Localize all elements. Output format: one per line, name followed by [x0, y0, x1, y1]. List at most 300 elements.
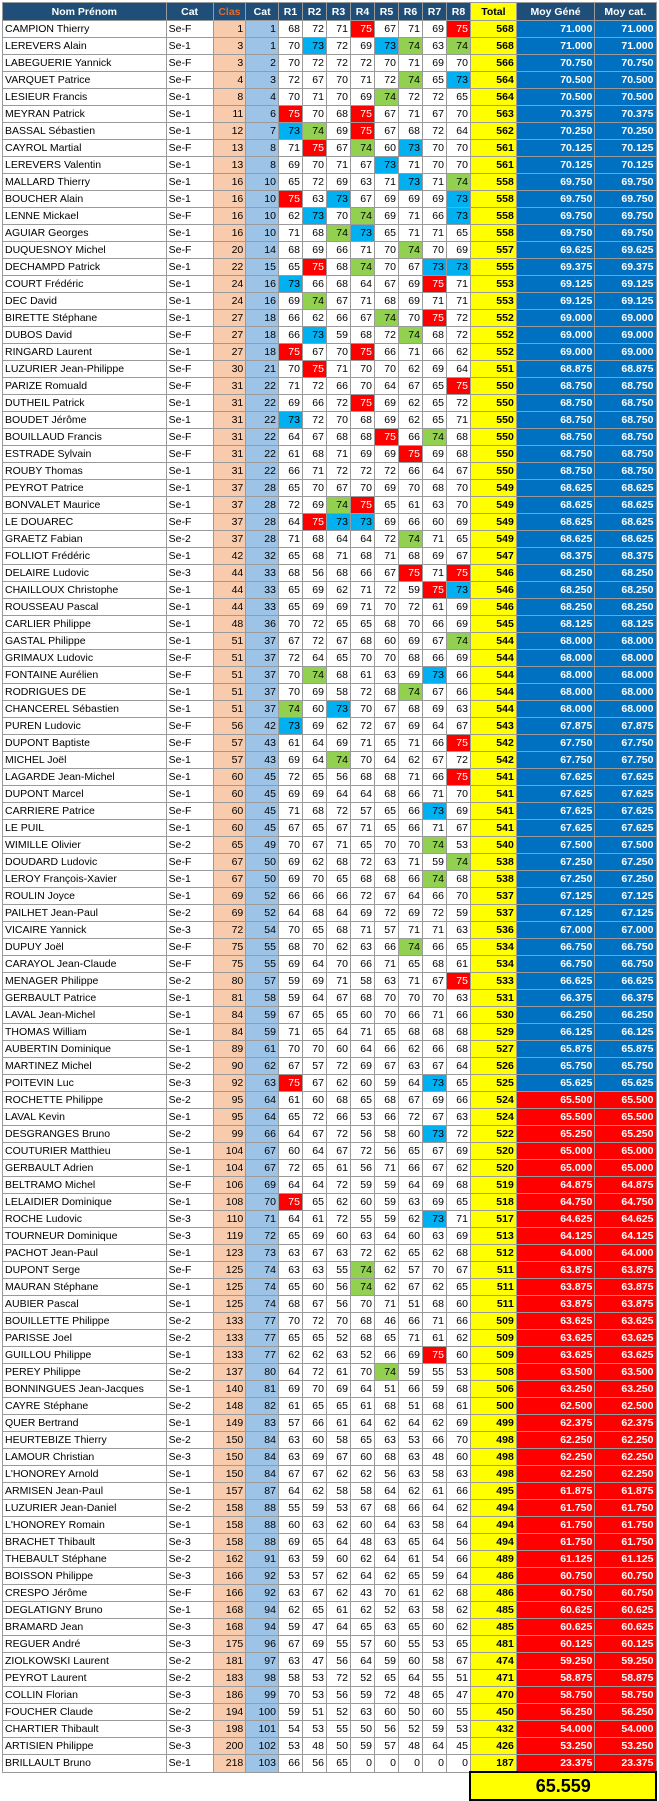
cell-r6: 66	[398, 1500, 422, 1517]
cell-cat-rank: 61	[246, 1041, 279, 1058]
cell-name: CRESPO Jérôme	[3, 1585, 167, 1602]
cell-r3: 72	[326, 463, 350, 480]
table-row[interactable]	[3, 1704, 657, 1721]
cell-r7: 66	[422, 208, 446, 225]
cell-total: 553	[470, 293, 516, 310]
col-header-r2[interactable]: R2	[302, 3, 326, 21]
cell-name: HEURTEBIZE Thierry	[3, 1432, 167, 1449]
cell-r1: 67	[278, 1636, 302, 1653]
cell-r1: 66	[278, 310, 302, 327]
table-row[interactable]	[3, 599, 657, 616]
table-row[interactable]	[3, 548, 657, 565]
col-header-r4[interactable]: R4	[350, 3, 374, 21]
cell-cat: Se-1	[166, 259, 213, 276]
col-header-r7[interactable]: R7	[422, 3, 446, 21]
table-row[interactable]	[3, 174, 657, 191]
cell-clas: 69	[213, 888, 246, 905]
overall-row	[3, 1772, 657, 1800]
cell-moy-gene: 65.500	[516, 1109, 595, 1126]
cell-r1: 64	[278, 514, 302, 531]
cell-cat: Se-1	[166, 1143, 213, 1160]
cell-r3: 65	[326, 650, 350, 667]
cell-r4: 50	[350, 1721, 374, 1738]
cell-total: 471	[470, 1670, 516, 1687]
table-row[interactable]	[3, 565, 657, 582]
cell-r4: 74	[350, 1279, 374, 1296]
cell-moy-gene: 62.375	[516, 1415, 595, 1432]
table-row[interactable]	[3, 429, 657, 446]
table-row[interactable]	[3, 1755, 657, 1773]
table-row[interactable]	[3, 1126, 657, 1143]
cell-moy-cat: 68.875	[595, 361, 656, 378]
table-row[interactable]	[3, 1551, 657, 1568]
cell-total: 527	[470, 1041, 516, 1058]
table-row[interactable]	[3, 55, 657, 72]
cell-r3: 73	[326, 701, 350, 718]
cell-moy-cat: 60.750	[595, 1568, 656, 1585]
cell-moy-cat: 70.750	[595, 55, 656, 72]
table-row[interactable]	[3, 361, 657, 378]
col-header-r5[interactable]: R5	[374, 3, 398, 21]
cell-r4: 60	[350, 1517, 374, 1534]
cell-moy-cat: 70.250	[595, 123, 656, 140]
cell-clas: 48	[213, 616, 246, 633]
cell-cat-rank: 97	[246, 1653, 279, 1670]
cell-cat: Se-F	[166, 854, 213, 871]
cell-moy-gene: 67.750	[516, 735, 595, 752]
table-row[interactable]	[3, 1483, 657, 1500]
cell-r8: 63	[446, 922, 470, 939]
cell-moy-gene: 68.000	[516, 650, 595, 667]
cell-r2: 53	[302, 1670, 326, 1687]
table-row[interactable]	[3, 123, 657, 140]
cell-r3: 65	[326, 871, 350, 888]
cell-r3: 64	[326, 905, 350, 922]
cell-r2: 70	[302, 1381, 326, 1398]
col-header-name[interactable]: Nom Prénom	[3, 3, 167, 21]
cell-total: 551	[470, 361, 516, 378]
cell-r1: 63	[278, 1653, 302, 1670]
cell-cat: Se-1	[166, 990, 213, 1007]
col-header-r3[interactable]: R3	[326, 3, 350, 21]
cell-r2: 69	[302, 1449, 326, 1466]
cell-r2: 69	[302, 497, 326, 514]
cell-r7: 58	[422, 1653, 446, 1670]
cell-r3: 67	[326, 990, 350, 1007]
cell-r7: 64	[422, 1500, 446, 1517]
cell-clas: 75	[213, 956, 246, 973]
cell-r6: 73	[398, 174, 422, 191]
cell-r7: 71	[422, 565, 446, 582]
table-row[interactable]	[3, 922, 657, 939]
cell-name: AUBERTIN Dominique	[3, 1041, 167, 1058]
col-header-r1[interactable]: R1	[278, 3, 302, 21]
cell-r8: 69	[446, 616, 470, 633]
cell-r3: 58	[326, 1432, 350, 1449]
cell-cat: Se-1	[166, 599, 213, 616]
cell-moy-gene: 68.625	[516, 497, 595, 514]
cell-r3: 52	[326, 1330, 350, 1347]
cell-moy-cat: 54.000	[595, 1721, 656, 1738]
cell-r4: 66	[350, 956, 374, 973]
cell-moy-cat: 67.500	[595, 837, 656, 854]
cell-r3: 61	[326, 1415, 350, 1432]
table-row[interactable]	[3, 344, 657, 361]
table-row[interactable]	[3, 242, 657, 259]
cell-moy-gene: 68.750	[516, 429, 595, 446]
table-row[interactable]	[3, 905, 657, 922]
table-row[interactable]	[3, 973, 657, 990]
cell-r8: 68	[446, 429, 470, 446]
cell-name: ROCHETTE Philippe	[3, 1092, 167, 1109]
cell-r1: 75	[278, 1194, 302, 1211]
cell-r3: 62	[326, 582, 350, 599]
table-row[interactable]	[3, 191, 657, 208]
table-row[interactable]	[3, 1007, 657, 1024]
cell-r7: 70	[422, 242, 446, 259]
cell-moy-cat: 62.250	[595, 1432, 656, 1449]
table-row[interactable]	[3, 1347, 657, 1364]
table-row[interactable]	[3, 446, 657, 463]
cell-r1: 69	[278, 293, 302, 310]
table-row[interactable]	[3, 395, 657, 412]
cell-r3: 69	[326, 599, 350, 616]
cell-clas: 13	[213, 157, 246, 174]
cell-r3: 56	[326, 1687, 350, 1704]
table-row[interactable]	[3, 1415, 657, 1432]
col-header-moy-gene[interactable]: Moy Géné	[516, 3, 595, 21]
cell-r4: 61	[350, 1398, 374, 1415]
table-row[interactable]	[3, 106, 657, 123]
table-row[interactable]	[3, 1517, 657, 1534]
cell-moy-cat: 66.250	[595, 1007, 656, 1024]
table-row[interactable]	[3, 463, 657, 480]
table-row[interactable]	[3, 310, 657, 327]
cell-r5: 64	[374, 752, 398, 769]
cell-r4: 70	[350, 1296, 374, 1313]
cell-moy-cat: 66.750	[595, 939, 656, 956]
table-row[interactable]	[3, 412, 657, 429]
cell-r8: 72	[446, 752, 470, 769]
table-row[interactable]	[3, 650, 657, 667]
cell-clas: 44	[213, 565, 246, 582]
table-row[interactable]	[3, 1381, 657, 1398]
cell-name: ARTISIEN Philippe	[3, 1738, 167, 1755]
cell-r6: 66	[398, 463, 422, 480]
cell-r3: 60	[326, 1551, 350, 1568]
table-row[interactable]	[3, 701, 657, 718]
cell-moy-cat: 69.125	[595, 293, 656, 310]
table-row[interactable]	[3, 1279, 657, 1296]
cell-r5: 59	[374, 1653, 398, 1670]
cell-r1: 61	[278, 735, 302, 752]
table-row[interactable]	[3, 157, 657, 174]
cell-total: 533	[470, 973, 516, 990]
table-row[interactable]	[3, 820, 657, 837]
cell-moy-cat: 63.625	[595, 1313, 656, 1330]
table-row[interactable]	[3, 1211, 657, 1228]
cell-clas: 95	[213, 1092, 246, 1109]
cell-name: CARRIERE Patrice	[3, 803, 167, 820]
table-row[interactable]	[3, 1568, 657, 1585]
table-row[interactable]	[3, 769, 657, 786]
cell-moy-cat: 68.000	[595, 701, 656, 718]
col-header-cat-rank[interactable]: Cat	[246, 3, 279, 21]
table-row[interactable]	[3, 1602, 657, 1619]
cell-cat-rank: 84	[246, 1432, 279, 1449]
table-row[interactable]	[3, 259, 657, 276]
table-row[interactable]	[3, 1041, 657, 1058]
cell-total: 498	[470, 1449, 516, 1466]
table-row[interactable]	[3, 633, 657, 650]
cell-r7: 64	[422, 1534, 446, 1551]
cell-moy-cat: 71.000	[595, 21, 656, 38]
cell-r8: 68	[446, 446, 470, 463]
table-row[interactable]	[3, 21, 657, 38]
cell-r2: 69	[302, 786, 326, 803]
cell-cat: Se-2	[166, 905, 213, 922]
table-row[interactable]	[3, 1398, 657, 1415]
col-header-r6[interactable]: R6	[398, 3, 422, 21]
cell-name: PEYROT Patrice	[3, 480, 167, 497]
table-row[interactable]	[3, 684, 657, 701]
cell-r5: 65	[374, 820, 398, 837]
cell-moy-cat: 64.000	[595, 1245, 656, 1262]
cell-r8: 70	[446, 55, 470, 72]
cell-r2: 68	[302, 225, 326, 242]
cell-moy-gene: 68.000	[516, 633, 595, 650]
cell-r4: 68	[350, 412, 374, 429]
table-row[interactable]	[3, 1432, 657, 1449]
table-row[interactable]	[3, 208, 657, 225]
table-row[interactable]	[3, 1687, 657, 1704]
table-row[interactable]	[3, 786, 657, 803]
cell-name: LAVAL Jean-Michel	[3, 1007, 167, 1024]
cell-r3: 53	[326, 1500, 350, 1517]
table-row[interactable]	[3, 718, 657, 735]
cell-name: PARISSE Joel	[3, 1330, 167, 1347]
cell-r3: 68	[326, 276, 350, 293]
table-row[interactable]	[3, 531, 657, 548]
cell-moy-cat: 66.125	[595, 1024, 656, 1041]
table-row[interactable]	[3, 1636, 657, 1653]
table-row[interactable]	[3, 1721, 657, 1738]
table-row[interactable]	[3, 956, 657, 973]
cell-total: 485	[470, 1602, 516, 1619]
table-row[interactable]	[3, 1670, 657, 1687]
cell-r6: 51	[398, 1296, 422, 1313]
table-row[interactable]	[3, 990, 657, 1007]
cell-total: 517	[470, 1211, 516, 1228]
cell-name: LEROY François-Xavier	[3, 871, 167, 888]
table-row[interactable]	[3, 1024, 657, 1041]
table-row[interactable]	[3, 752, 657, 769]
cell-cat-rank: 57	[246, 973, 279, 990]
cell-cat-rank: 77	[246, 1347, 279, 1364]
cell-moy-gene: 67.125	[516, 905, 595, 922]
table-row[interactable]	[3, 1364, 657, 1381]
cell-clas: 186	[213, 1687, 246, 1704]
cell-clas: 150	[213, 1432, 246, 1449]
cell-moy-gene: 70.125	[516, 140, 595, 157]
table-row[interactable]	[3, 871, 657, 888]
table-row[interactable]	[3, 1262, 657, 1279]
col-header-cat[interactable]: Cat	[166, 3, 213, 21]
cell-r6: 73	[398, 140, 422, 157]
table-row[interactable]	[3, 888, 657, 905]
table-row[interactable]	[3, 1143, 657, 1160]
table-row[interactable]	[3, 89, 657, 106]
cell-clas: 31	[213, 429, 246, 446]
cell-r5: 72	[374, 905, 398, 922]
cell-r6: 0	[398, 1755, 422, 1773]
table-row[interactable]	[3, 1296, 657, 1313]
cell-r8: 69	[446, 803, 470, 820]
table-row[interactable]	[3, 276, 657, 293]
cell-total: 494	[470, 1500, 516, 1517]
cell-r4: 52	[350, 1670, 374, 1687]
cell-cat-rank: 64	[246, 1109, 279, 1126]
cell-r5: 66	[374, 939, 398, 956]
cell-r2: 71	[302, 89, 326, 106]
table-row[interactable]	[3, 1534, 657, 1551]
cell-r1: 61	[278, 446, 302, 463]
cell-name: LEREVERS Valentin	[3, 157, 167, 174]
cell-cat: Se-1	[166, 480, 213, 497]
table-row[interactable]	[3, 514, 657, 531]
col-header-moy-cat[interactable]: Moy cat.	[595, 3, 656, 21]
cell-moy-gene: 63.625	[516, 1347, 595, 1364]
table-row[interactable]	[3, 1466, 657, 1483]
table-row[interactable]	[3, 140, 657, 157]
cell-r6: 60	[398, 1653, 422, 1670]
cell-total: 553	[470, 276, 516, 293]
cell-name: LENNE Mickael	[3, 208, 167, 225]
col-header-total[interactable]: Total	[470, 3, 516, 21]
cell-clas: 84	[213, 1024, 246, 1041]
table-row[interactable]	[3, 378, 657, 395]
table-row[interactable]	[3, 1075, 657, 1092]
cell-r4: 52	[350, 1347, 374, 1364]
col-header-clas[interactable]: Clas	[213, 3, 246, 21]
table-row[interactable]	[3, 616, 657, 633]
cell-r5: 75	[374, 429, 398, 446]
cell-r8: 68	[446, 1024, 470, 1041]
table-row[interactable]	[3, 1177, 657, 1194]
table-row[interactable]	[3, 837, 657, 854]
table-row[interactable]	[3, 497, 657, 514]
cell-r8: 73	[446, 208, 470, 225]
cell-r5: 67	[374, 565, 398, 582]
table-row[interactable]	[3, 854, 657, 871]
cell-clas: 16	[213, 208, 246, 225]
cell-moy-cat: 67.125	[595, 905, 656, 922]
table-row[interactable]	[3, 225, 657, 242]
cell-clas: 200	[213, 1738, 246, 1755]
cell-name: DEGLATIGNY Bruno	[3, 1602, 167, 1619]
table-row[interactable]	[3, 1585, 657, 1602]
cell-r7: 73	[422, 259, 446, 276]
cell-moy-cat: 62.250	[595, 1449, 656, 1466]
cell-cat-rank: 59	[246, 1007, 279, 1024]
cell-r5: 59	[374, 1211, 398, 1228]
cell-r7: 58	[422, 1517, 446, 1534]
cell-cat: Se-F	[166, 140, 213, 157]
table-row[interactable]	[3, 1330, 657, 1347]
cell-total: 187	[470, 1755, 516, 1773]
table-row[interactable]	[3, 1653, 657, 1670]
table-row[interactable]	[3, 1228, 657, 1245]
table-row[interactable]	[3, 582, 657, 599]
cell-cat: Se-1	[166, 1602, 213, 1619]
table-row[interactable]	[3, 1500, 657, 1517]
table-row[interactable]	[3, 1449, 657, 1466]
cell-clas: 16	[213, 225, 246, 242]
cell-r5: 70	[374, 990, 398, 1007]
table-row[interactable]	[3, 1109, 657, 1126]
cell-name: DUQUESNOY Michel	[3, 242, 167, 259]
cell-clas: 60	[213, 820, 246, 837]
cell-r3: 58	[326, 1483, 350, 1500]
col-header-r8[interactable]: R8	[446, 3, 470, 21]
table-row[interactable]	[3, 293, 657, 310]
cell-r7: 66	[422, 1041, 446, 1058]
table-row[interactable]	[3, 1160, 657, 1177]
table-row[interactable]	[3, 735, 657, 752]
cell-r6: 65	[398, 1143, 422, 1160]
table-row[interactable]	[3, 38, 657, 55]
table-row[interactable]	[3, 939, 657, 956]
cell-r8: 71	[446, 276, 470, 293]
cell-moy-gene: 65.250	[516, 1126, 595, 1143]
table-row[interactable]	[3, 803, 657, 820]
table-row[interactable]	[3, 480, 657, 497]
cell-r8: 60	[446, 1449, 470, 1466]
cell-moy-gene: 68.250	[516, 582, 595, 599]
table-row[interactable]	[3, 327, 657, 344]
cell-r5: 72	[374, 72, 398, 89]
cell-total: 562	[470, 123, 516, 140]
table-row[interactable]	[3, 1058, 657, 1075]
cell-moy-cat: 63.500	[595, 1364, 656, 1381]
cell-r2: 64	[302, 990, 326, 1007]
cell-r5: 70	[374, 55, 398, 72]
table-row[interactable]	[3, 1313, 657, 1330]
cell-r7: 68	[422, 1024, 446, 1041]
cell-cat-rank: 50	[246, 871, 279, 888]
table-row[interactable]	[3, 1619, 657, 1636]
cell-cat: Se-2	[166, 1551, 213, 1568]
cell-r1: 73	[278, 123, 302, 140]
cell-r2: 70	[302, 480, 326, 497]
table-row[interactable]	[3, 1738, 657, 1755]
cell-r7: 75	[422, 276, 446, 293]
table-row[interactable]	[3, 72, 657, 89]
cell-r8: 0	[446, 1755, 470, 1773]
cell-r6: 68	[398, 548, 422, 565]
table-row[interactable]	[3, 1245, 657, 1262]
cell-r6: 71	[398, 973, 422, 990]
table-row[interactable]	[3, 1092, 657, 1109]
cell-r7: 65	[422, 1687, 446, 1704]
cell-r4: 70	[350, 701, 374, 718]
cell-cat-rank: 50	[246, 854, 279, 871]
cell-r8: 63	[446, 701, 470, 718]
table-row[interactable]	[3, 667, 657, 684]
table-row[interactable]	[3, 1194, 657, 1211]
cell-moy-gene: 69.750	[516, 225, 595, 242]
cell-r3: 62	[326, 1466, 350, 1483]
